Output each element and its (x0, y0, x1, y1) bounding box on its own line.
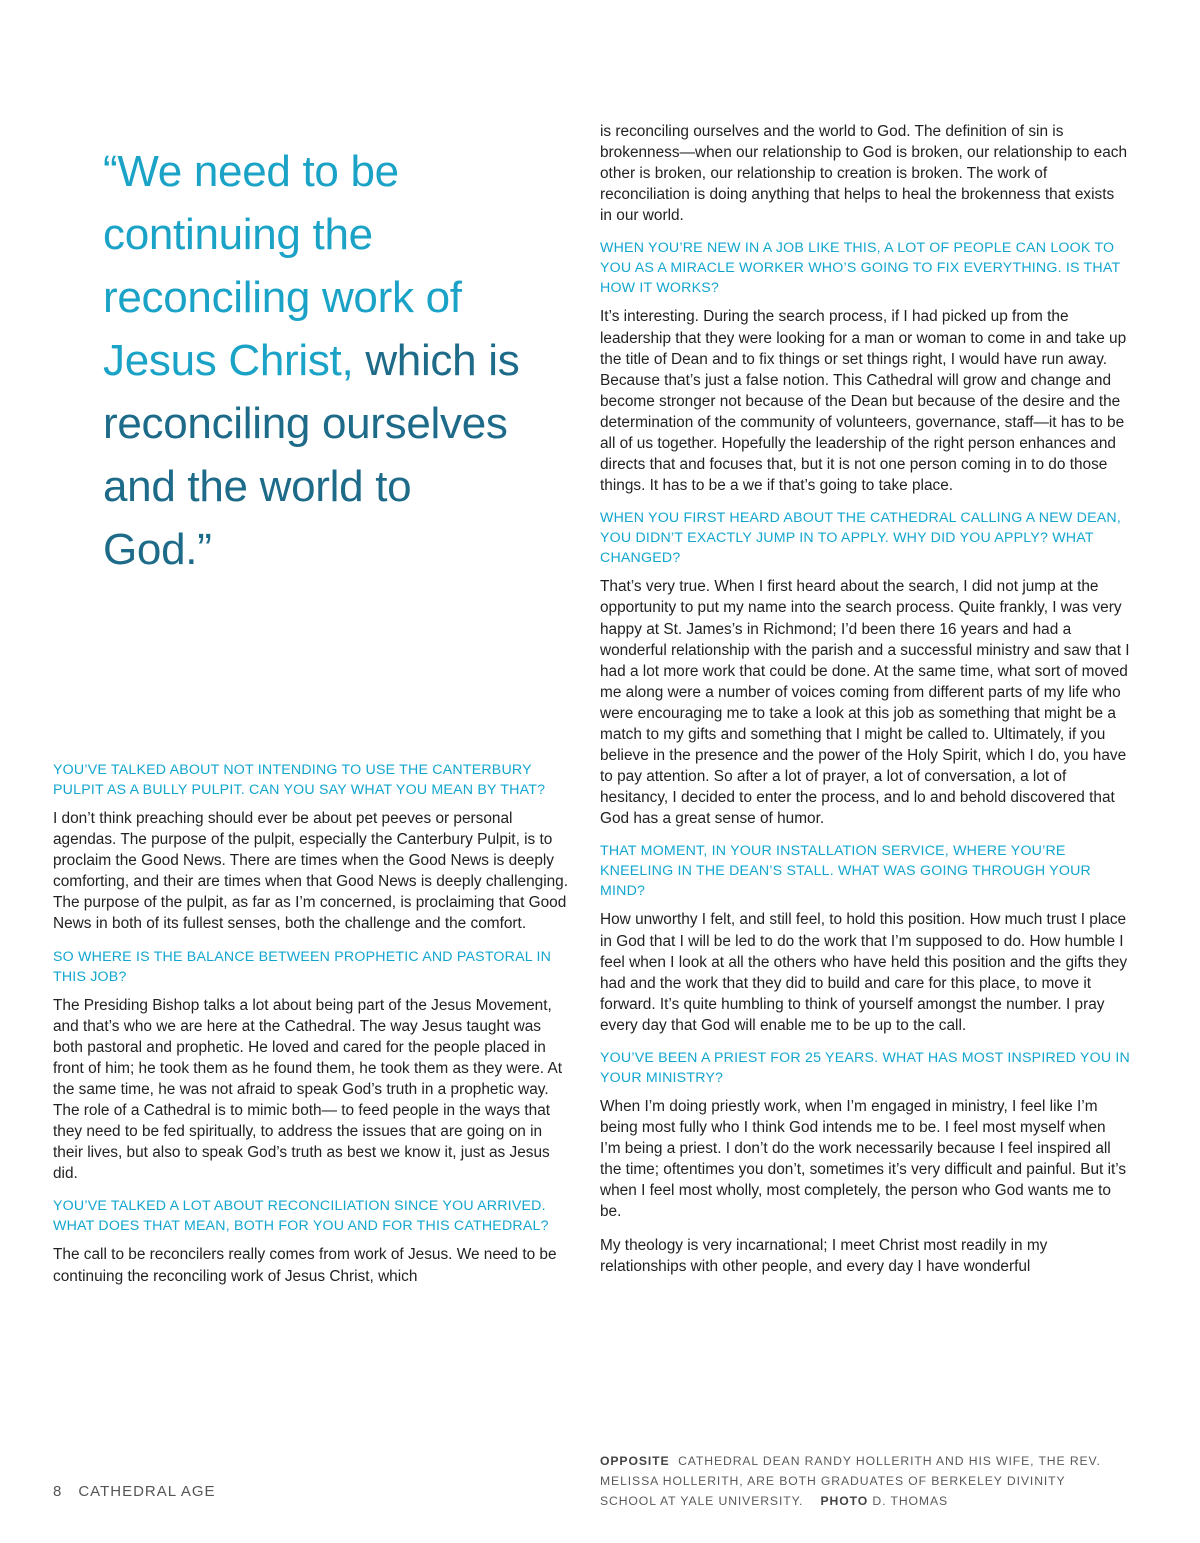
question-priest-25-years: YOU’VE BEEN A PRIEST FOR 25 YEARS. WHAT HAS MOST INSPIRED YOU IN YOUR MINISTRY? (600, 1050, 1130, 1086)
question-prophetic-pastoral: SO WHERE IS THE BALANCE BETWEEN PROPHETIC AND PASTORAL IN THIS JOB? (53, 948, 552, 985)
answer-reconciliation-continued: is reconciling ourselves and the world to God. The definition of sin is brokenness—when our relationship to God is broken, our relationship to each other is broken, our relationship to creation is broken. The work of reconciliation is doing anything that helps to heal the brokenness that exists in our world. (600, 123, 1128, 225)
answer-prophetic-pastoral: The Presiding Bishop talks a lot about being part of the Jesus Movement, and that’s who we are here at the Cathedral. The way Jesus taught was both pastoral and prophetic. He loved and cared for the people placed in front of him; he took them as he found them, he took them as they were. At the same time, he was not afraid to speak God’s truth in a prophetic way. The role of a Cathedral is to mimic both— to feed people in the ways that they need to be fed spiritually, to address the issues that are going on in their lives, but also to speak God’s truth as best we know it, just as Jesus did. (53, 996, 563, 1183)
pull-quote (103, 140, 523, 581)
answer-installation: How unworthy I felt, and still feel, to hold this position. How much trust I place in God that I will be led to do the work that I’m supposed to do. How humble I feel when I look at all the others who have held this position and the gifts they had and the work that they did to build and care for this place, to move it forward. It’s quite humbling to think of yourself amongst the number. I pray every day that God will enable me to be up to the call. (600, 911, 1128, 1034)
question-reconciliation: YOU’VE TALKED A LOT ABOUT RECONCILIATION SINCE YOU ARRIVED. WHAT DOES THAT MEAN, BOTH FOR YOU AND FOR THIS CATHEDRAL? (53, 1198, 549, 1235)
question-installation: THAT MOMENT, IN YOUR INSTALLATION SERVICE, WHERE YOU’RE KNEELING IN THE DEAN’S STALL. WHAT WAS GOING THROUGH YOUR MIND? (600, 843, 1091, 900)
answer-priest-25-years: When I’m doing priestly work, when I’m engaged in ministry, I feel like I’m being most fully who I think God intends me to be. I feel most myself when I’m being a priest. I don’t do the work necessarily because I feel inspired all the time; oftentimes you don’t, sometimes it’s very difficult and painful. But it’s when I feel most wholly, most completely, the person who God wants me to be. (600, 1098, 1127, 1221)
pull-quote-dark: which is reconciling ourselves and the world to God.” (103, 336, 520, 574)
answer-priest-25-years-2: My theology is very incarnational; I meet Christ most readily in my relationships with other people, and every day I have wonderful (600, 1236, 1048, 1275)
publication-name: CATHEDRAL AGE (78, 1483, 216, 1500)
answer-miracle-worker: It’s interesting. During the search process, if I had picked up from the leadership that they were looking for a man or woman to come in and take up the title of Dean and to fix things or set things right, I would have run away. Because that’s just a false notion. This Cathedral will grow and change and become stronger not because of the Dean but because of the desire and the determination of the community of volunteers, governance, staff—it has to be all of us together. Hopefully the leadership of the right person enhances and directs that and focuses that, but it is not one person coming in to do those things. It has to be a we if that’s going to take place. (600, 308, 1127, 495)
left-column (53, 760, 573, 1299)
photo-caption (600, 1451, 1120, 1511)
page-footer (53, 1483, 216, 1500)
right-column (600, 121, 1130, 1289)
caption-label-photo: PHOTO (820, 1494, 869, 1508)
answer-bully-pulpit: I don’t think preaching should ever be about pet peeves or personal agendas. The purpose of the pulpit, especially the Canterbury Pulpit, is to proclaim the Good News. There are times when the Good News is deeply comforting, and their are times when that Good News is deeply challenging. The purpose of the pulpit, as far as I’m concerned, is proclaiming that Good News in both of its fullest senses, both the challenge and the comfort. (53, 810, 569, 933)
page-number: 8 (53, 1483, 63, 1500)
caption-text: CATHEDRAL DEAN RANDY HOLLERITH AND HIS WIFE, THE REV. MELISSA HOLLERITH, ARE BOTH GRADUATES OF BERKELEY DIVINITY SCHOOL AT YALE UNIVERSITY. (600, 1454, 1101, 1508)
answer-reconciliation: The call to be reconcilers really comes from work of Jesus. We need to be continuing the reconciling work of Jesus Christ, which (53, 1246, 557, 1285)
pull-quote-light: “We need to be continuing the reconciling work of Jesus Christ, (103, 147, 462, 385)
question-why-apply: WHEN YOU FIRST HEARD ABOUT THE CATHEDRAL CALLING A NEW DEAN, YOU DIDN’T EXACTLY JUMP IN TO APPLY. WHY DID YOU APPLY? WHAT CHANGED? (600, 510, 1122, 567)
question-bully-pulpit: YOU’VE TALKED ABOUT NOT INTENDING TO USE THE CANTERBURY PULPIT AS A BULLY PULPIT. CAN YOU SAY WHAT YOU MEAN BY THAT? (53, 762, 546, 798)
answer-why-apply: That’s very true. When I first heard about the search, I did not jump at the opportunity to put my name into the search process. Quite frankly, I was very happy at St. James’s in Richmond; I’d been there 16 years and had a wonderful relationship with the parish and a successful ministry and saw that I had a lot more work that could be done. At the same time, what sort of moved me along were a number of voices coming from different parts of my life who were encouraging me to take a look at this job as something that might be a match to my gifts and something that I might be called to. Ultimately, if you believe in the presence and the power of the Holy Spirit, which I do, you have to pay attention. So after a lot of prayer, a lot of conversation, a lot of hesitancy, I decided to enter the process, and lo and behold discovered that God has a great sense of humor. (600, 578, 1130, 828)
question-miracle-worker: WHEN YOU’RE NEW IN A JOB LIKE THIS, A LOT OF PEOPLE CAN LOOK TO YOU AS A MIRACLE WORKER WHO’S GOING TO FIX EVERYTHING. IS THAT HOW IT WORKS? (600, 240, 1121, 297)
caption-photo-credit: D. THOMAS (872, 1494, 949, 1508)
caption-label-opposite: OPPOSITE (600, 1454, 670, 1468)
